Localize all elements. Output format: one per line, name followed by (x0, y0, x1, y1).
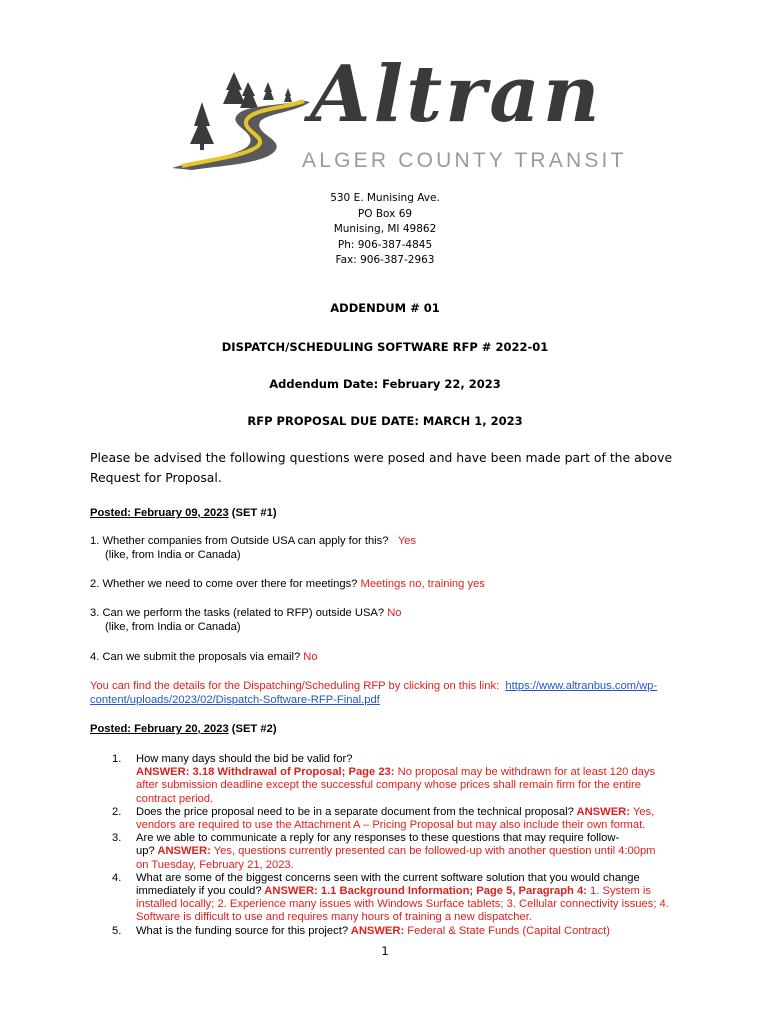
page-number: 1 (381, 944, 389, 958)
item-question: How many days should the bid be valid for? (136, 753, 353, 765)
set1-q4-question: 4. Can we submit the proposals via email? (90, 651, 301, 663)
addendum-heading: ADDENDUM # 01 (330, 301, 440, 315)
item-answer-text: Federal & State Funds (Capital Contract) (404, 924, 611, 937)
address-block (0, 191, 770, 269)
set1-q2-answer: Meetings no, training yes (360, 578, 485, 590)
set2-posted-line (90, 722, 277, 736)
addendum-date-heading: Addendum Date: February 22, 2023 (269, 377, 501, 391)
item-answer-text: on Tuesday, February 21, 2023. (136, 858, 294, 871)
set2-item-1 (112, 753, 692, 806)
item-number: 1. (112, 753, 122, 765)
item-number: 4. (112, 871, 122, 884)
logo-wordmark: Altran (310, 49, 603, 140)
item-answer-text: contract period. (136, 792, 214, 805)
logo-subtitle: ALGER COUNTY TRANSIT (302, 149, 627, 172)
set1-q3-question: 3. Can we perform the tasks (related to RFP) outside USA? (90, 607, 385, 619)
item-answer-label: ANSWER: (154, 845, 211, 858)
set1-link-intro: You can find the details for the Dispatching/Scheduling RFP by clicking on this link: (90, 680, 500, 692)
due-date-heading: RFP PROPOSAL DUE DATE: MARCH 1, 2023 (247, 414, 523, 428)
item-number: 5. (112, 924, 122, 937)
set1-q4-answer: No (303, 651, 318, 663)
set2-label: (SET #2) (228, 723, 277, 735)
set1-q3-answer: No (387, 607, 402, 619)
item-question: What are some of the biggest concerns seen with the current software solution that you would change (136, 871, 640, 884)
altran-logo (168, 49, 627, 180)
item-question: Does the price proposal need to be in a separate document from the technical proposal? (136, 805, 574, 818)
rfp-heading: DISPATCH/SCHEDULING SOFTWARE RFP # 2022-01 (221, 340, 549, 354)
set2-item-4 (112, 872, 692, 925)
item-answer-text: 1. System is (586, 885, 651, 898)
item-question: immediately if you could? (136, 885, 262, 898)
address-street: 530 E. Munising Ave. (330, 192, 440, 204)
item-answer-text: Yes, (629, 805, 655, 818)
set2-question-list (112, 753, 692, 938)
set2-item-3 (112, 832, 692, 872)
item-question: Are we able to communicate a reply for any responses to these questions that may require follow- (136, 832, 620, 845)
item-answer-label: ANSWER: (573, 805, 630, 818)
set1-q2-question: 2. Whether we need to come over there for meetings? (90, 578, 358, 590)
address-phone: Ph: 906-387-4845 (337, 238, 433, 251)
set1-q1-question: 1. Whether companies from Outside USA can apply for this? (90, 535, 389, 547)
item-answer-text: after submission deadline except the successful company whose prices shall remain firm for the entire (136, 779, 641, 792)
set1-q3 (90, 606, 402, 634)
item-answer-text: vendors are required to use the Attachment A – Pricing Proposal but may also include their own format. (136, 819, 646, 832)
set2-item-5 (112, 925, 692, 938)
address-city: Munising, MI 49862 (333, 223, 437, 235)
set1-q4 (90, 650, 318, 664)
item-answer-text: No proposal may be withdrawn for at least 120 days (394, 766, 656, 779)
set1-q3-note: (like, from India or Canada) (105, 621, 241, 633)
item-number: 3. (112, 832, 122, 845)
address-fax: Fax: 906-387-2963 (335, 254, 435, 266)
set2-item-2 (112, 806, 692, 832)
item-answer-label: ANSWER: (348, 924, 405, 937)
item-number: 2. (112, 805, 122, 818)
set1-q1-answer: Yes (397, 535, 417, 547)
set1-q1-note: (like, from India or Canada) (105, 549, 241, 561)
set1-label: (SET #1) (228, 507, 277, 519)
rfp-link-part1[interactable]: https://www.altranbus.com/wp- (505, 680, 658, 692)
set2-posted-date: Posted: February 20, 2023 (90, 723, 229, 735)
item-question: up? (136, 845, 155, 858)
item-answer-text: Software is difficult to use and requires many hours of training a new dispatcher. (136, 911, 532, 924)
intro-paragraph: Please be advised the following questions were posed and have been made part of the above Request for Proposal. (90, 450, 673, 485)
item-answer-text: Yes, questions currently presented can be followed-up with another question until 4:00pm (210, 845, 656, 858)
item-question: What is the funding source for this project? (136, 924, 349, 937)
address-po-box: PO Box 69 (357, 207, 413, 220)
item-answer-label: ANSWER: 3.18 Withdrawal of Proposal; Page 23: (136, 766, 395, 779)
set1-q2 (90, 577, 485, 591)
set1-posted-line (90, 506, 277, 520)
set1-posted-date: Posted: February 09, 2023 (90, 507, 229, 519)
set1-link-paragraph (90, 679, 657, 707)
set1-q1 (90, 534, 416, 562)
item-answer-label: ANSWER: 1.1 Background Information; Page 5, Paragraph 4: (261, 885, 587, 898)
item-answer-text: installed locally; 2. Experience many issues with Windows Surface tablets; 3. Cellular connectivity issues; 4. (136, 898, 669, 911)
rfp-link-part2[interactable]: content/uploads/2023/02/Dispatch-Software-RFP-Final.pdf (90, 694, 380, 706)
